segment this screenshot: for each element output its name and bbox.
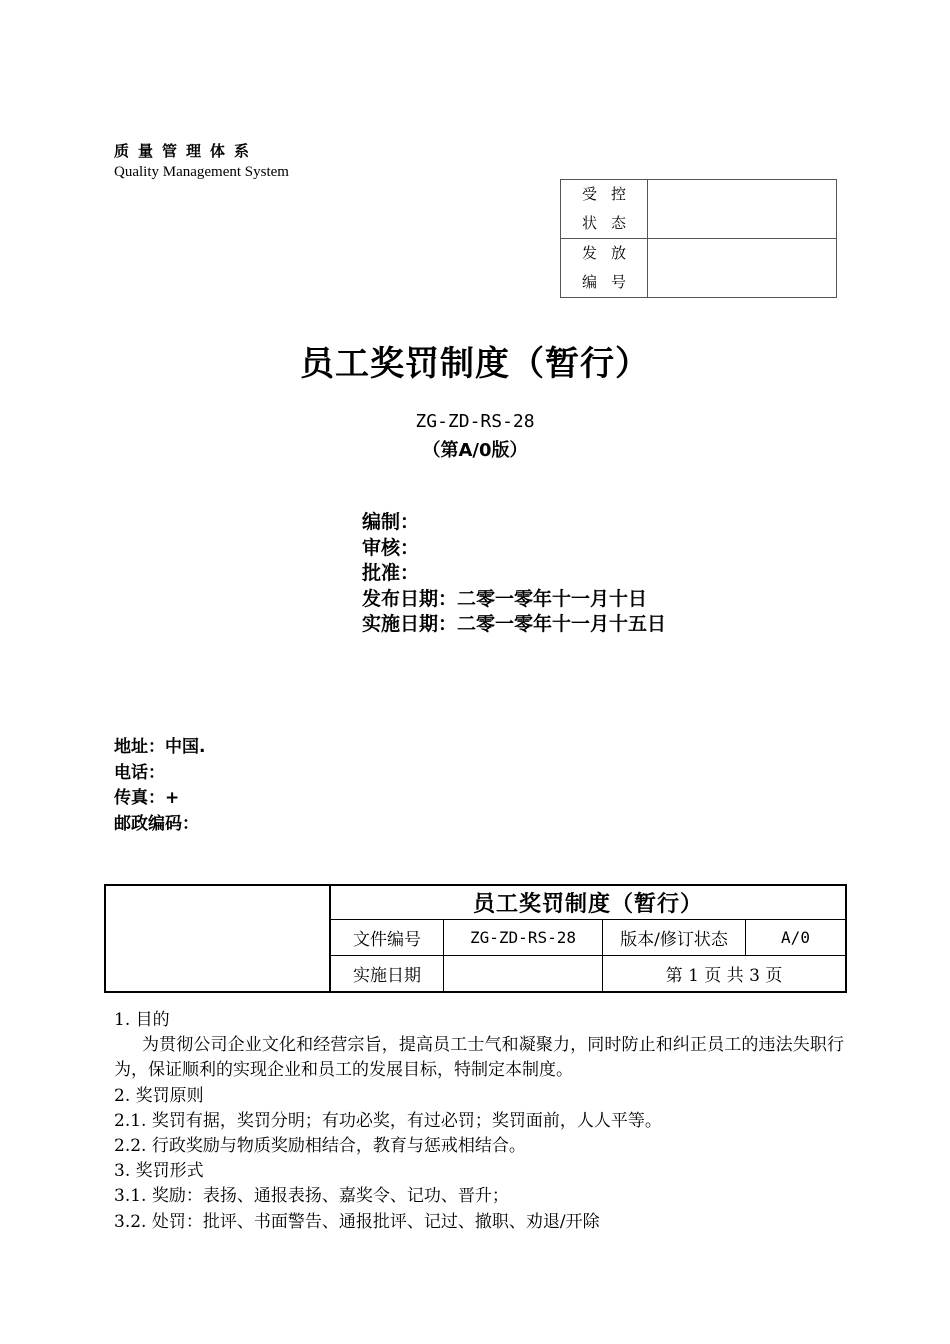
- postal-code: 邮政编码：: [114, 813, 199, 834]
- contact-block: [114, 735, 205, 837]
- file-number-value: ZG-ZD-RS-28: [444, 920, 603, 956]
- issue-number-row: [561, 239, 837, 298]
- fax: 传真：+: [114, 788, 180, 808]
- issue-number-value: [648, 239, 837, 298]
- section-paragraph: 为贯彻公司企业文化和经营宗旨，提高员工士气和凝聚力，同时防止和纠正员工的违法失职行为，保证顺利的实现企业和员工的发展目标，特制定本制度。: [114, 1035, 844, 1081]
- release-date: 发布日期：二零一零年十一月十日: [362, 587, 648, 610]
- effective-date-label: 实施日期: [330, 956, 444, 993]
- document-code: ZG-ZD-RS-28: [415, 411, 535, 432]
- version-label: 版本/修订状态: [603, 920, 746, 956]
- signoff-block: [362, 510, 666, 638]
- logo-cell: [105, 885, 330, 992]
- control-status-label: 受 控 状 态: [561, 180, 648, 239]
- clause: 3.1. 奖励：表扬、通报表扬、嘉奖令、记功、晋升；: [114, 1186, 509, 1207]
- page-header-table: [104, 884, 847, 993]
- control-status-table: [560, 179, 837, 298]
- address: 地址：中国.: [114, 737, 206, 757]
- system-title-en: Quality Management System: [114, 164, 289, 180]
- effective-date: 实施日期：二零一零年十一月十五日: [362, 613, 667, 635]
- section-heading: 2. 奖罚原则: [114, 1085, 204, 1106]
- clause: 2.1. 奖罚有据，奖罚分明；有功必奖，有过必罚；奖罚面前，人人平等。: [114, 1110, 662, 1131]
- phone: 电话：: [114, 762, 165, 783]
- approved-by: 批准：: [362, 562, 420, 584]
- section-heading: 3. 奖罚形式: [114, 1161, 204, 1182]
- effective-date-value: [444, 956, 603, 993]
- issue-number-label: 发 放 编 号: [561, 239, 648, 298]
- control-status-row: [561, 180, 837, 239]
- file-number-label: 文件编号: [330, 920, 444, 956]
- system-title-cn: 质量管理体系: [114, 142, 259, 160]
- reviewed-by: 审核：: [362, 536, 420, 559]
- document-version: （第A/0版）: [422, 440, 528, 461]
- clause: 2.2. 行政奖励与物质奖励相结合，教育与惩戒相结合。: [114, 1136, 526, 1157]
- version-value: A/0: [746, 920, 847, 956]
- document-title: 员工奖罚制度（暂行）: [300, 344, 650, 384]
- body-content: [114, 1008, 844, 1235]
- page-info: 第 1 页 共 3 页: [603, 956, 847, 993]
- clause: 3.2. 处罚：批评、书面警告、通报批评、记过、撤职、劝退/开除: [114, 1211, 600, 1232]
- header-title: 员工奖罚制度（暂行）: [330, 885, 846, 920]
- control-status-value: [648, 180, 837, 239]
- section-heading: 1. 目的: [114, 1010, 170, 1030]
- prepared-by: 编制：: [362, 511, 420, 533]
